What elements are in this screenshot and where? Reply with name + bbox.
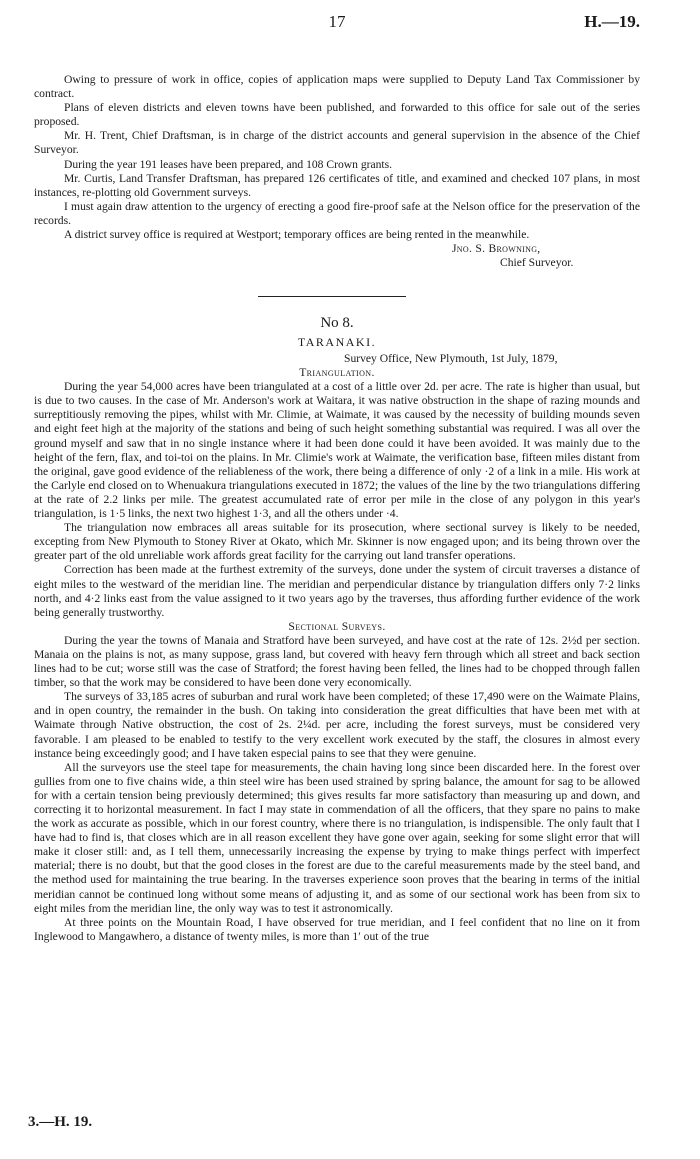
dateline: Survey Office, New Plymouth, 1st July, 1879, [344,352,558,365]
taranaki-section [34,308,640,944]
section-number: No 8. [320,315,354,331]
paragraph: All the surveyors use the steel tape for measurements, the chain having long since been discarded here. In the forest over gullies from one to five chains wide, a thin steel wire has been used strained by spring balance, the amount for sag to be allowed for with a certain tension being previously determined; this gives results far more satisfactory than measuring up and down, and correcting it to horizontal measurement. In fact I may state in commendation of all the officers, that they spare no pains to make the work as accurate as possible, which in our forest country, where there is no triangulation, is indispensible. The only fault that I have had to find is, that closes which are in all reason excellent they have gone over again, seeking for some slight error that will make it closer still: and, as I tell them, unnecessarily increasing the expense by trying to make things perfect with imperfect material; there is no doubt, but that the good closes in the forest are due to the careful measurements made by the steel band, and the method used for maintaining the true bearing. In the traverses experience soon proves that the bearing in terms of the initial meridian cannot be continued long without some means of adjusting it, and as some of our sectional work has been from six to eight miles from the meridian line, the only way was to test it astronomically. [34,760,640,915]
page-header [34,12,640,36]
paragraph: During the year 54,000 acres have been triangulated at a cost of a little over 2d. per acre. The rate is higher than usual, but is due to two causes. In the case of Mr. Anderson's work at Waitara, it was native obstruction in the shape of razing mounds and surreptitiously removing the pipes, whilst with Mr. Climie, at Waimate, it was caused by the necessity of building mounds seven and eight feet high at the majority of the stations and being of such height something substantial was required. I was all over the ground myself and saw that in no single instance where it had been done could it have been avoided. It was mainly due to the height of the fern, flax, and toi-toi on the plains. In Mr. Climie's work at Waimate, the verification base, fifteen miles distant from the original, gave good evidence of the reliableness of the work, there being a difference of only ·2 of a link in a mile. His work at the Carlyle end closed on to Whenuakura triangulations executed in 1872; the values of the line by the two triangulations differing at the rate of 2.2 links per mile. The greatest accumulated rate of error per mile in the close of any polygon in this year's triangulation, is 1·5 links, the next two highest 1·3, and all the others under ·4. [34,380,640,521]
paragraph: The triangulation now embraces all areas suitable for its prosecution, where sectional survey is likely to be needed, excepting from New Plymouth to Stoney River at Okato, which Mr. Skinner is now engaged upon; and its being thrown over the greater part of the old unreliable work affords great facility for the carrying out land transfer operations. [34,521,640,563]
district-title: TARANAKI. [297,335,377,349]
paragraph: Plans of eleven districts and eleven towns have been published, and forwarded to this office for sale out of the series proposed. [34,101,640,129]
section-divider [258,296,406,297]
paragraph: A district survey office is required at Westport; temporary offices are being rented in the meanwhile. [64,228,530,242]
document-reference: H.—19. [584,12,640,31]
paragraph: Mr. Curtis, Land Transfer Draftsman, has prepared 126 certificates of title, and examined and checked 107 plans, in most instances, re-plotting old Government surveys. [34,171,640,199]
intro-section [34,73,640,270]
paragraph: Correction has been made at the furthest extremity of the surveys, done under the system of circuit traverses a distance of eight miles to the westward of the meridian line. The meridian and perpendicular distance by triangulation differs only 7·2 links north, and 4·2 links east from the value assigned to it two years ago by the traverses, thus affording further evidence of the work being generally trustworthy. [34,563,640,619]
paragraph: During the year 191 leases have been prepared, and 108 Crown grants. [64,157,393,171]
sectional-surveys-heading: Sectional Surveys. [288,619,386,633]
sheet-signature: 3.—H. 19. [28,1114,93,1130]
paragraph: Mr. H. Trent, Chief Draftsman, is in charge of the district accounts and general supervision in the absence of the Chief Surveyor. [34,129,640,157]
page-number: 17 [328,12,346,31]
paragraph: The surveys of 33,185 acres of suburban and rural work have been completed; of these 17,490 were on the Waimate Plains, and in open country, the remainder in the bush. On taking into consideration the great difficulties that have been met with at Waimate through Native obstruction, the cost of 2s. 2¼d. per acre, including the forest surveys, must be considered very favorable. I am pleased to be enabled to testify to the very excellent work executed by the staff, the closures in almost every instance being exceedingly good; and I have taken especial pains to see that they were genuine. [34,690,640,760]
signature-name: Jno. S. Browning, [452,242,541,256]
paragraph: Owing to pressure of work in office, copies of application maps were supplied to Deputy Land Tax Commissioner by contract. [34,73,640,101]
triangulation-heading: Triangulation. [299,366,375,380]
paragraph: I must again draw attention to the urgency of erecting a good fire-proof safe at the Nelson office for the preservation of the records. [34,199,640,227]
paragraph: During the year the towns of Manaia and Stratford have been surveyed, and have cost at the rate of 12s. 2½d per section. Manaia on the plains is not, as many suppose, grass land, but covered with heavy fern through which all street and back section lines had to be cut; worse still was the case of Stratford; the forest having been felled, the lines had to be chopped through fallen timber, so that the work may be considered to have been done very economically. [34,633,640,690]
signature-title: Chief Surveyor. [500,256,574,270]
paragraph: At three points on the Mountain Road, I have observed for true meridian, and I feel confident that no line on it from Inglewood to Mangawhero, a distance of twenty miles, is more than 1′ out of the true [34,915,640,943]
